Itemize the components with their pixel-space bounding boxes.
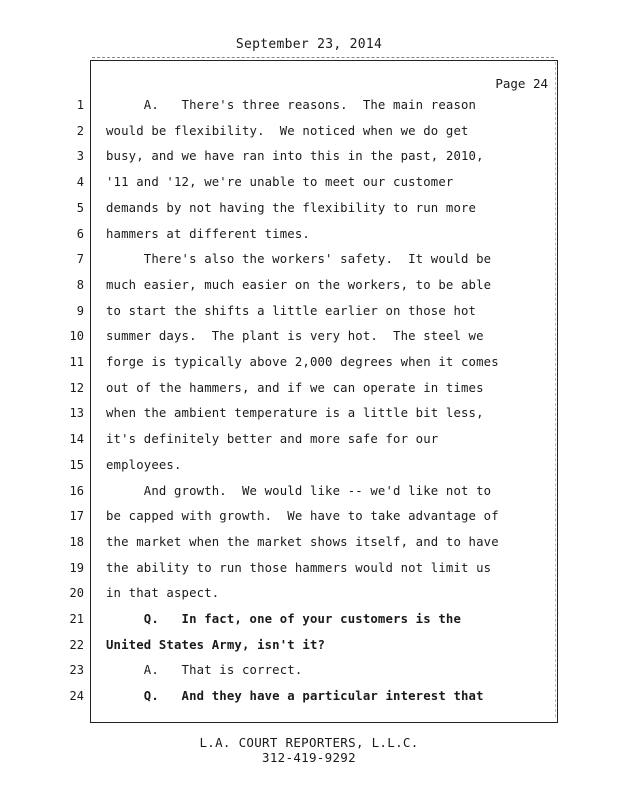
transcript-line: Q. In fact, one of your customers is the [106, 612, 462, 626]
header-date: September 23, 2014 [235, 37, 383, 52]
footer-phone: 312-419-9292 [262, 750, 356, 765]
line-number: 17 [69, 509, 84, 523]
line-number: 18 [69, 535, 84, 549]
transcript-line: much easier, much easier on the workers, to be able [106, 278, 492, 292]
line-number: 14 [69, 432, 84, 446]
transcript-line: the ability to run those hammers would not limit us [106, 561, 492, 575]
line-number: 22 [69, 638, 84, 652]
transcript-line: in that aspect. [106, 586, 220, 600]
transcript-line: when the ambient temperature is a little bit less, [106, 406, 484, 420]
line-number: 1 [76, 98, 84, 112]
transcript-line: be capped with growth. We have to take advantage of [106, 509, 499, 523]
line-number: 19 [69, 561, 84, 575]
line-number: 11 [69, 355, 84, 369]
transcript-line: hammers at different times. [106, 227, 310, 241]
line-number: 5 [76, 201, 84, 215]
line-number: 10 [69, 329, 84, 343]
transcript-line: A. That is correct. [106, 663, 303, 677]
line-number: 3 [76, 149, 84, 163]
transcript-line: it's definitely better and more safe for our [106, 432, 439, 446]
transcript-line: forge is typically above 2,000 degrees when it comes [106, 355, 499, 369]
transcript-line: would be flexibility. We noticed when we do get [106, 124, 469, 138]
line-number: 16 [69, 484, 84, 498]
transcript-line: out of the hammers, and if we can operate in times [106, 381, 484, 395]
line-number: 9 [76, 304, 84, 318]
transcript-line: '11 and '12, we're unable to meet our customer [106, 175, 454, 189]
line-number: 20 [69, 586, 84, 600]
line-number: 23 [69, 663, 84, 677]
line-number: 15 [69, 458, 84, 472]
line-number: 13 [69, 406, 84, 420]
transcript-line: Q. And they have a particular interest that [106, 689, 484, 703]
page-number: Page 24 [495, 76, 548, 91]
line-number: 12 [69, 381, 84, 395]
line-number: 2 [76, 124, 84, 138]
line-number: 21 [69, 612, 84, 626]
transcript-line: summer days. The plant is very hot. The steel we [106, 329, 484, 343]
transcript-line: And growth. We would like -- we'd like not to [106, 484, 492, 498]
footer-company: L.A. COURT REPORTERS, L.L.C. [199, 735, 419, 750]
line-number: 24 [69, 689, 84, 703]
transcript-line: demands by not having the flexibility to run more [106, 201, 477, 215]
transcript-line: the market when the market shows itself, and to have [106, 535, 499, 549]
transcript-line: to start the shifts a little earlier on those hot [106, 304, 477, 318]
transcript-line: United States Army, isn't it? [106, 638, 326, 652]
transcript-line: employees. [106, 458, 182, 472]
page-edge-marks [555, 62, 556, 717]
line-number: 8 [76, 278, 84, 292]
line-number: 7 [76, 252, 84, 266]
line-number: 4 [76, 175, 84, 189]
transcript-line: There's also the workers' safety. It would be [106, 252, 492, 266]
transcript-line: A. There's three reasons. The main reason [106, 98, 477, 112]
line-number: 6 [76, 227, 84, 241]
top-rule [92, 57, 554, 58]
transcript-line: busy, and we have ran into this in the past, 2010, [106, 149, 484, 163]
